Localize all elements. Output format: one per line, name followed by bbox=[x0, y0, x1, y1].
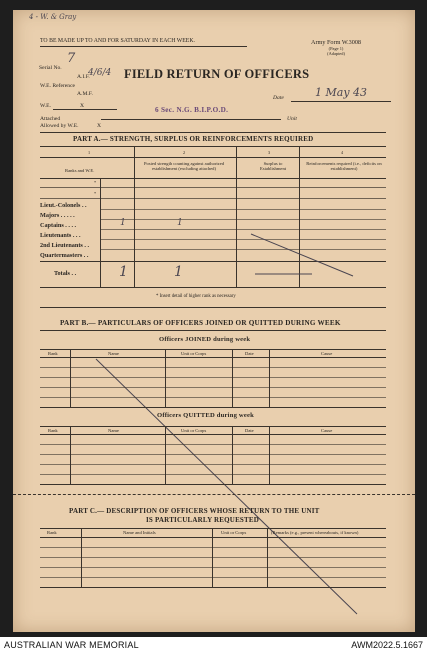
part-c-col-remarks: (Remarks (e.g., present whereabouts, if known) bbox=[271, 530, 359, 535]
quitted-header-rule bbox=[40, 434, 386, 435]
we-x-label: X bbox=[80, 103, 85, 109]
part-c-header-rule bbox=[40, 537, 386, 538]
part-a-col-reinforcements-header: Reinforcements required (i.e., deficits on establishment) bbox=[306, 161, 382, 171]
quitted-col-unit: Unit or Corps bbox=[181, 428, 207, 433]
amf-label: A.M.F. bbox=[77, 91, 93, 97]
part-a-col-ranks-header: Ranks and W.E. bbox=[65, 168, 95, 173]
part-a-col-2-number: 2 bbox=[183, 150, 186, 155]
quitted-row-rule bbox=[40, 454, 386, 455]
part-a-col-surplus-header: Surplus to Establishment bbox=[259, 161, 287, 171]
rank-majors: Majors . . . . . bbox=[40, 212, 75, 219]
army-form-adapted: (Adapted) bbox=[327, 51, 345, 56]
part-c-bottom-rule bbox=[40, 587, 386, 588]
footer-institution: AUSTRALIAN WAR MEMORIAL bbox=[4, 640, 139, 650]
joined-vrule bbox=[165, 349, 166, 407]
footer-accession-number: AWM2022.5.1667 bbox=[351, 640, 423, 650]
part-c-title-line1: PART C.— DESCRIPTION OF OFFICERS WHOSE RETURN TO THE UNIT bbox=[69, 507, 320, 515]
joined-vrule bbox=[70, 349, 71, 407]
part-c-row-rule bbox=[40, 577, 386, 578]
part-c-vrule bbox=[81, 528, 82, 587]
attached-label: Attached bbox=[40, 116, 61, 122]
we-reference-label: W.E. Reference bbox=[40, 83, 76, 89]
part-c-row-rule bbox=[40, 557, 386, 558]
serial-value: 7 bbox=[67, 51, 76, 66]
part-a-col-posted-header: Posted strength counting against authorized establishment (excluding attached) bbox=[143, 161, 225, 171]
quitted-vrule bbox=[165, 426, 166, 484]
part-c-vrule bbox=[267, 528, 268, 587]
rank-quartermasters: Quartermasters . . bbox=[40, 252, 89, 259]
serial-label: Serial No. bbox=[39, 65, 62, 71]
quitted-bottom-rule bbox=[40, 484, 386, 485]
rank-lieut-colonels: Lieut.-Colonels . . bbox=[40, 202, 87, 209]
joined-row-rule bbox=[40, 387, 386, 388]
quitted-col-date: Date bbox=[245, 428, 254, 433]
joined-vrule bbox=[232, 349, 233, 407]
rank-2nd-lieutenants: 2nd Lieutenants . . bbox=[40, 242, 89, 249]
strike-mark bbox=[251, 234, 353, 276]
aif-value: 4/6/4 bbox=[88, 68, 112, 78]
army-form-number: Army Form W.3008 bbox=[311, 39, 362, 46]
part-c-col-unit: Unit or Corps bbox=[221, 530, 247, 535]
quitted-row-rule bbox=[40, 444, 386, 445]
joined-col-rank: Rank bbox=[48, 351, 58, 356]
quitted-vrule bbox=[269, 426, 270, 484]
date-label: Date bbox=[273, 95, 284, 101]
date-value: 1 May 43 bbox=[315, 86, 368, 99]
joined-col-name: Name bbox=[108, 351, 119, 356]
army-form-page: (Page 1) bbox=[328, 46, 344, 51]
unit-label: Unit bbox=[287, 116, 297, 122]
joined-header-rule bbox=[40, 357, 386, 358]
quitted-vrule bbox=[232, 426, 233, 484]
part-c-col-rank: Rank bbox=[47, 530, 57, 535]
quitted-col-cause: Cause bbox=[321, 428, 333, 433]
totals-we-value: 1 bbox=[119, 264, 128, 280]
part-b-title-rule bbox=[40, 330, 386, 331]
quitted-col-name: Name bbox=[108, 428, 119, 433]
part-b-top-rule bbox=[40, 307, 386, 308]
quitted-row-rule bbox=[40, 474, 386, 475]
totals-label: Totals . . bbox=[54, 270, 77, 277]
aif-label: A.I.F. bbox=[77, 74, 90, 80]
part-a-col-1-number: 1 bbox=[88, 150, 91, 155]
tear-off-dashed-line bbox=[13, 494, 415, 495]
part-a-star-1: * bbox=[94, 180, 97, 185]
allowed-by-we-label: Allowed by W.E. bbox=[40, 123, 79, 129]
joined-top-rule bbox=[40, 349, 386, 350]
quitted-col-rank: Rank bbox=[48, 428, 58, 433]
part-a-col-3-number: 3 bbox=[268, 150, 271, 155]
totals-posted-value: 1 bbox=[174, 264, 183, 280]
part-c-vrule bbox=[212, 528, 213, 587]
part-a-col-4-number: 4 bbox=[341, 150, 344, 155]
quitted-top-rule bbox=[40, 426, 386, 427]
joined-col-date: Date bbox=[245, 351, 254, 356]
unit-stamp: 6 Sec. N.G. B.I.P.O.D. bbox=[155, 106, 229, 114]
part-a-star-2: * bbox=[94, 191, 97, 196]
joined-row-rule bbox=[40, 367, 386, 368]
corner-handwritten-note: 4 - W. & Gray bbox=[29, 13, 77, 21]
joined-bottom-rule bbox=[40, 407, 386, 408]
part-a-bottom-rule bbox=[40, 287, 386, 288]
quitted-row-rule bbox=[40, 464, 386, 465]
captains-we-value: 1 bbox=[120, 218, 126, 228]
part-c-row-rule bbox=[40, 567, 386, 568]
joined-title: Officers JOINED during week bbox=[159, 336, 251, 343]
part-c-title-line2: IS PARTICULARLY REQUESTED bbox=[146, 516, 260, 524]
joined-row-rule bbox=[40, 397, 386, 398]
rank-captains: Captains . . . . bbox=[40, 222, 77, 229]
form-title: FIELD RETURN OF OFFICERS bbox=[124, 67, 310, 81]
archive-footer bbox=[0, 637, 427, 653]
rank-lieutenants: Lieutenants . . . bbox=[40, 232, 81, 239]
joined-row-rule bbox=[40, 377, 386, 378]
joined-col-unit: Unit or Corps bbox=[181, 351, 207, 356]
form-sheet bbox=[13, 10, 415, 632]
part-c-top-rule bbox=[40, 528, 386, 529]
part-a-title: PART A.— STRENGTH, SURPLUS OR REINFORCEMENTS REQUIRED bbox=[73, 135, 314, 143]
quitted-title: Officers QUITTED during week bbox=[157, 412, 254, 419]
part-c-col-name: Name and Initials bbox=[123, 530, 156, 535]
instruction-line: TO BE MADE UP TO AND FOR SATURDAY IN EACH WEEK. bbox=[40, 38, 195, 44]
part-c-row-rule bbox=[40, 547, 386, 548]
joined-vrule bbox=[269, 349, 270, 407]
captains-posted-value: 1 bbox=[177, 218, 183, 228]
part-a-footnote: * Insert detail of higher rank as necessary bbox=[156, 294, 236, 299]
joined-col-cause: Cause bbox=[321, 351, 333, 356]
allowed-x-label: X bbox=[97, 123, 102, 129]
quitted-vrule bbox=[70, 426, 71, 484]
we-label: W.E. bbox=[40, 103, 51, 109]
part-b-title: PART B.— PARTICULARS OF OFFICERS JOINED OR QUITTED DURING WEEK bbox=[60, 319, 341, 327]
